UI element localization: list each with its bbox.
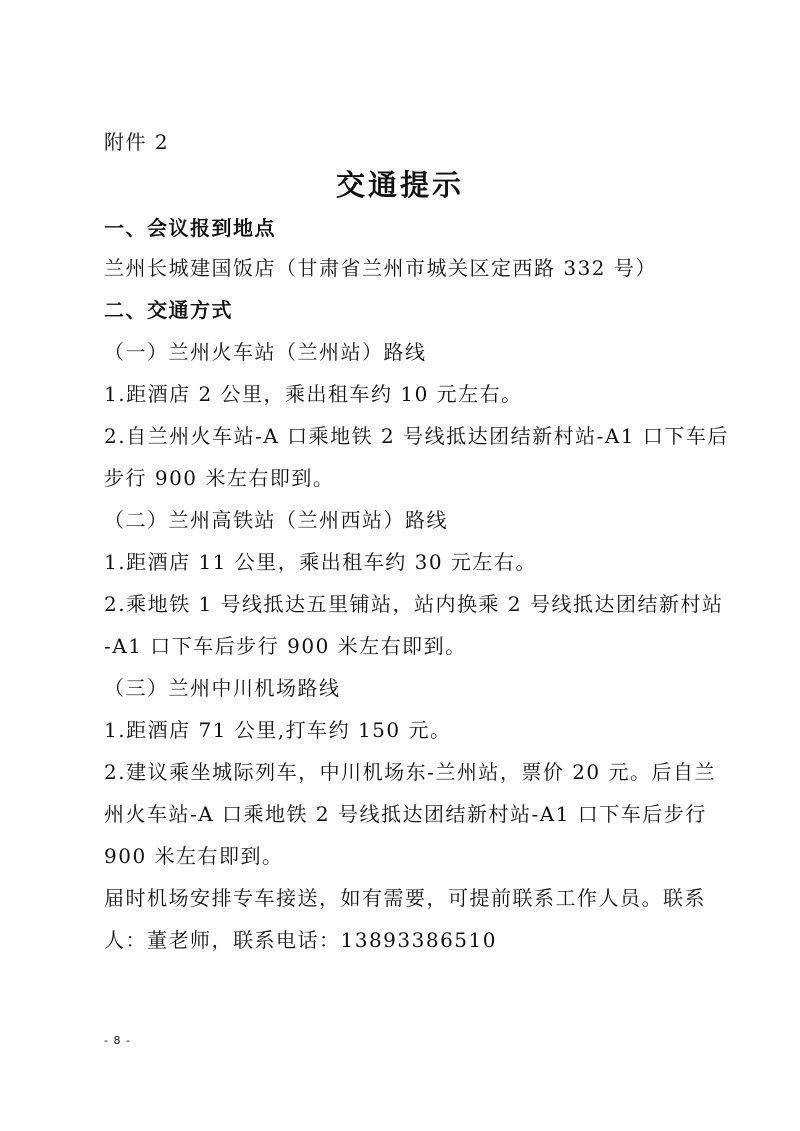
high-speed-item-2-line-2: -A1 口下车后步行 900 米左右即到。	[104, 634, 467, 658]
contact-note-line-2: 人：董老师，联系电话：13893386510	[104, 928, 497, 952]
page-title: 交通提示	[335, 168, 464, 202]
high-speed-item-1: 1.距酒店 11 公里，乘出租车约 30 元左右。	[104, 550, 537, 574]
subheading-train-station: （一）兰州火车站（兰州站）路线	[104, 340, 427, 364]
train-station-item-1: 1.距酒店 2 公里，乘出租车约 10 元左右。	[104, 382, 523, 406]
train-station-item-2-line-2: 步行 900 米左右即到。	[104, 466, 335, 490]
page-number: - 8 -	[104, 1034, 131, 1047]
high-speed-item-2-line-1: 2.乘地铁 1 号线抵达五里铺站，站内换乘 2 号线抵达团结新村站	[104, 592, 724, 616]
contact-note-line-1: 届时机场安排专车接送，如有需要，可提前联系工作人员。联系	[104, 886, 706, 910]
train-station-item-2-line-1: 2.自兰州火车站-A 口乘地铁 2 号线抵达团结新村站-A1 口下车后	[104, 424, 729, 448]
attachment-label: 附件 2	[104, 130, 170, 154]
subheading-high-speed-station: （二）兰州高铁站（兰州西站）路线	[104, 508, 448, 532]
airport-item-2-line-1: 2.建议乘坐城际列车，中川机场东-兰州站，票价 20 元。后自兰	[104, 760, 717, 784]
venue-address: 兰州长城建国饭店（甘肃省兰州市城关区定西路 332 号）	[104, 256, 657, 280]
subheading-airport: （三）兰州中川机场路线	[104, 676, 341, 700]
section-heading-transport: 二、交通方式	[104, 298, 233, 322]
airport-item-1: 1.距酒店 71 公里,打车约 150 元。	[104, 718, 452, 742]
airport-item-2-line-3: 900 米左右即到。	[104, 844, 284, 868]
airport-item-2-line-2: 州火车站-A 口乘地铁 2 号线抵达团结新村站-A1 口下车后步行	[104, 802, 707, 826]
section-heading-venue: 一、会议报到地点	[104, 216, 276, 240]
